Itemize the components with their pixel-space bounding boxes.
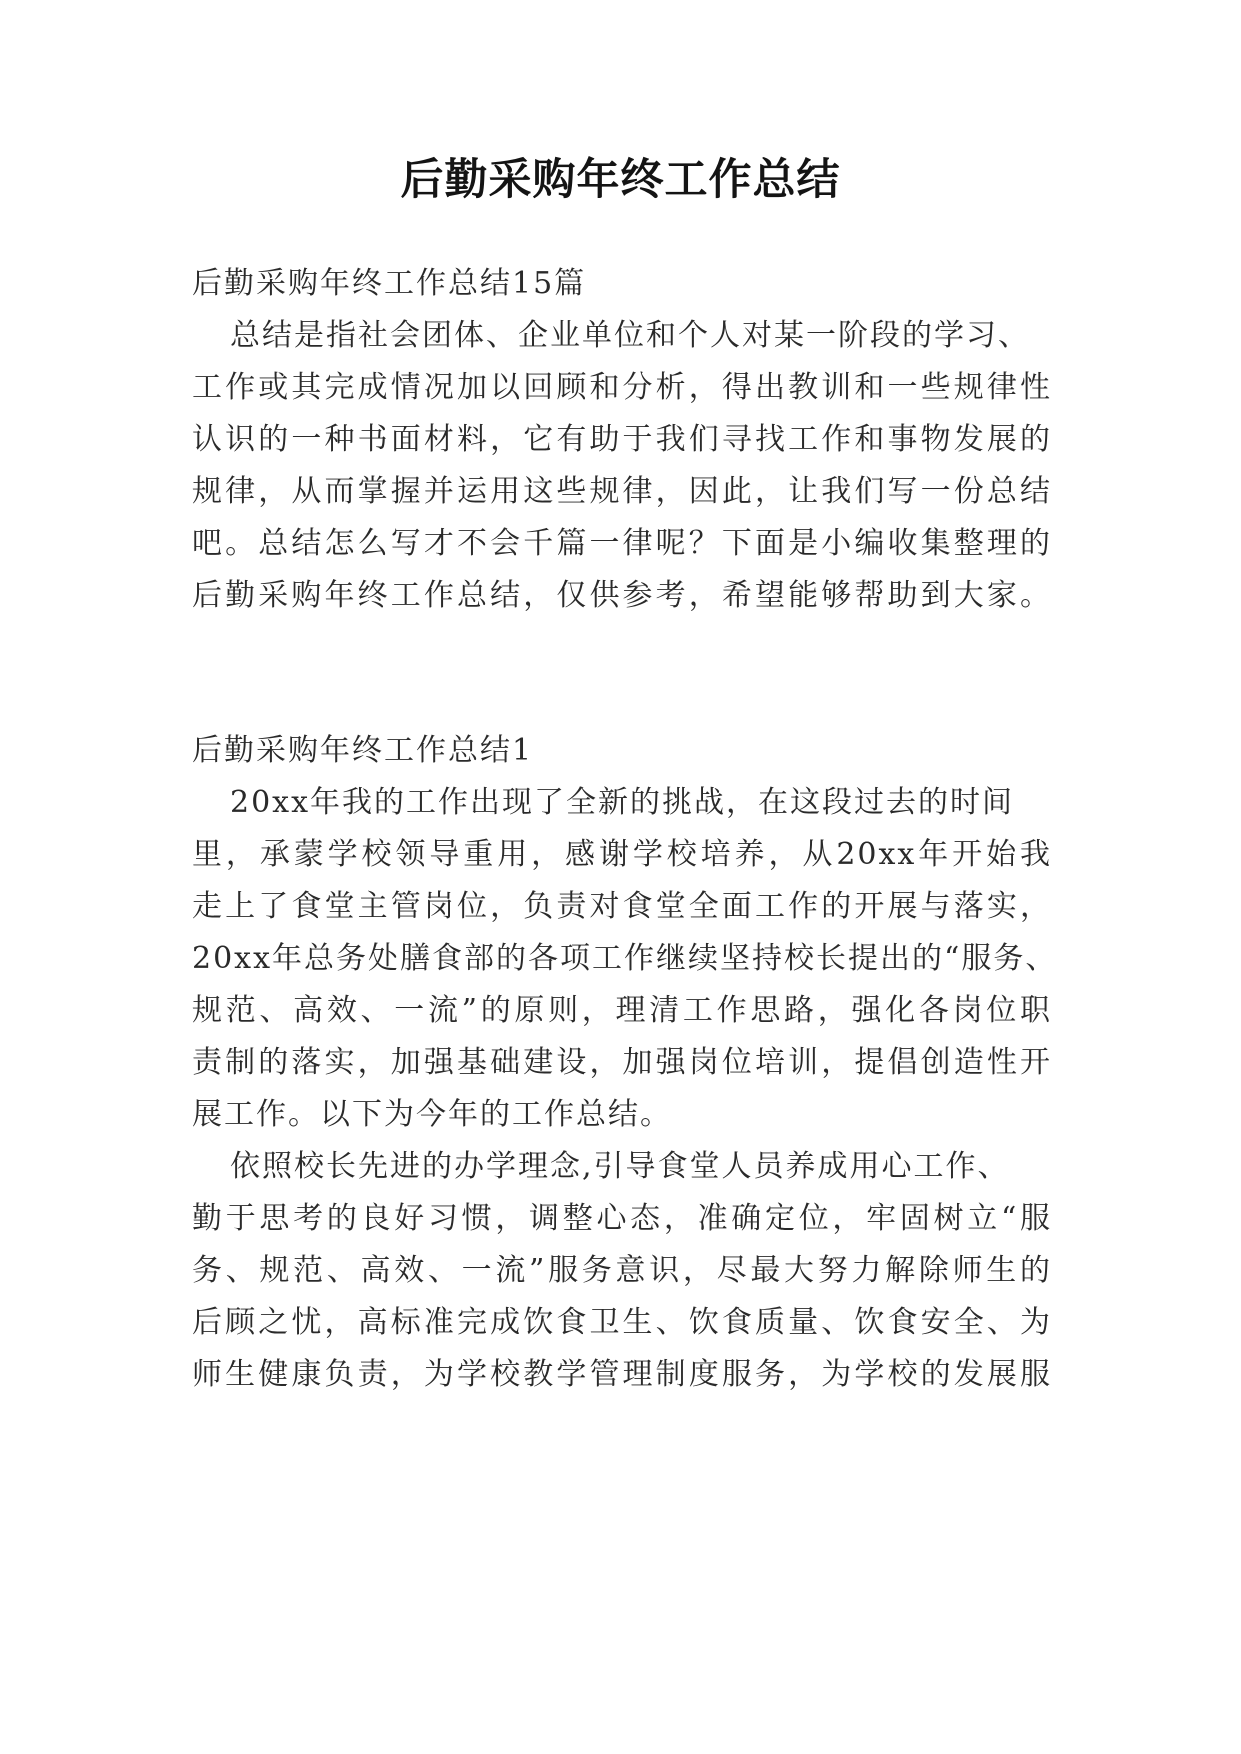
document-subtitle: 后勤采购年终工作总结15篇 <box>192 266 587 301</box>
para2-line-2: 勤于思考的良好习惯，调整心态，准确定位，牢固树立“服 <box>192 1201 1052 1236</box>
para1-line-2: 里，承蒙学校领导重用，感谢学校培养，从20xx年开始我 <box>192 837 1052 872</box>
intro-line-1: 总结是指社会团体、企业单位和个人对某一阶段的学习、 <box>230 318 1030 353</box>
para2-line-5: 师生健康负责，为学校教学管理制度服务，为学校的发展服 <box>192 1357 1052 1392</box>
para2-line-4: 后顾之忧，高标准完成饮食卫生、饮食质量、饮食安全、为 <box>192 1305 1052 1340</box>
intro-line-5: 吧。总结怎么写才不会千篇一律呢？下面是小编收集整理的 <box>192 526 1052 561</box>
intro-line-3: 认识的一种书面材料，它有助于我们寻找工作和事物发展的 <box>192 422 1052 457</box>
para2-line-3: 务、规范、高效、一流”服务意识，尽最大努力解除师生的 <box>192 1253 1052 1288</box>
intro-line-6: 后勤采购年终工作总结，仅供参考，希望能够帮助到大家。 <box>192 578 1052 613</box>
para1-line-3: 走上了食堂主管岗位，负责对食堂全面工作的开展与落实， <box>192 889 1052 924</box>
intro-line-4: 规律，从而掌握并运用这些规律，因此，让我们写一份总结 <box>192 474 1052 509</box>
para2-line-1: 依照校长先进的办学理念,引导食堂人员养成用心工作、 <box>230 1149 1010 1184</box>
para1-line-1: 20xx年我的工作出现了全新的挑战，在这段过去的时间 <box>230 785 1015 820</box>
para1-line-4: 20xx年总务处膳食部的各项工作继续坚持校长提出的“服务、 <box>192 941 1058 976</box>
section-heading: 后勤采购年终工作总结1 <box>192 733 534 768</box>
para1-line-7: 展工作。以下为今年的工作总结。 <box>192 1097 672 1132</box>
para1-line-5: 规范、高效、一流”的原则，理清工作思路，强化各岗位职 <box>192 993 1052 1028</box>
para1-line-6: 责制的落实，加强基础建设，加强岗位培训，提倡创造性开 <box>192 1045 1052 1080</box>
intro-line-2: 工作或其完成情况加以回顾和分析，得出教训和一些规律性 <box>192 370 1052 405</box>
document-title: 后勤采购年终工作总结 <box>400 155 841 205</box>
